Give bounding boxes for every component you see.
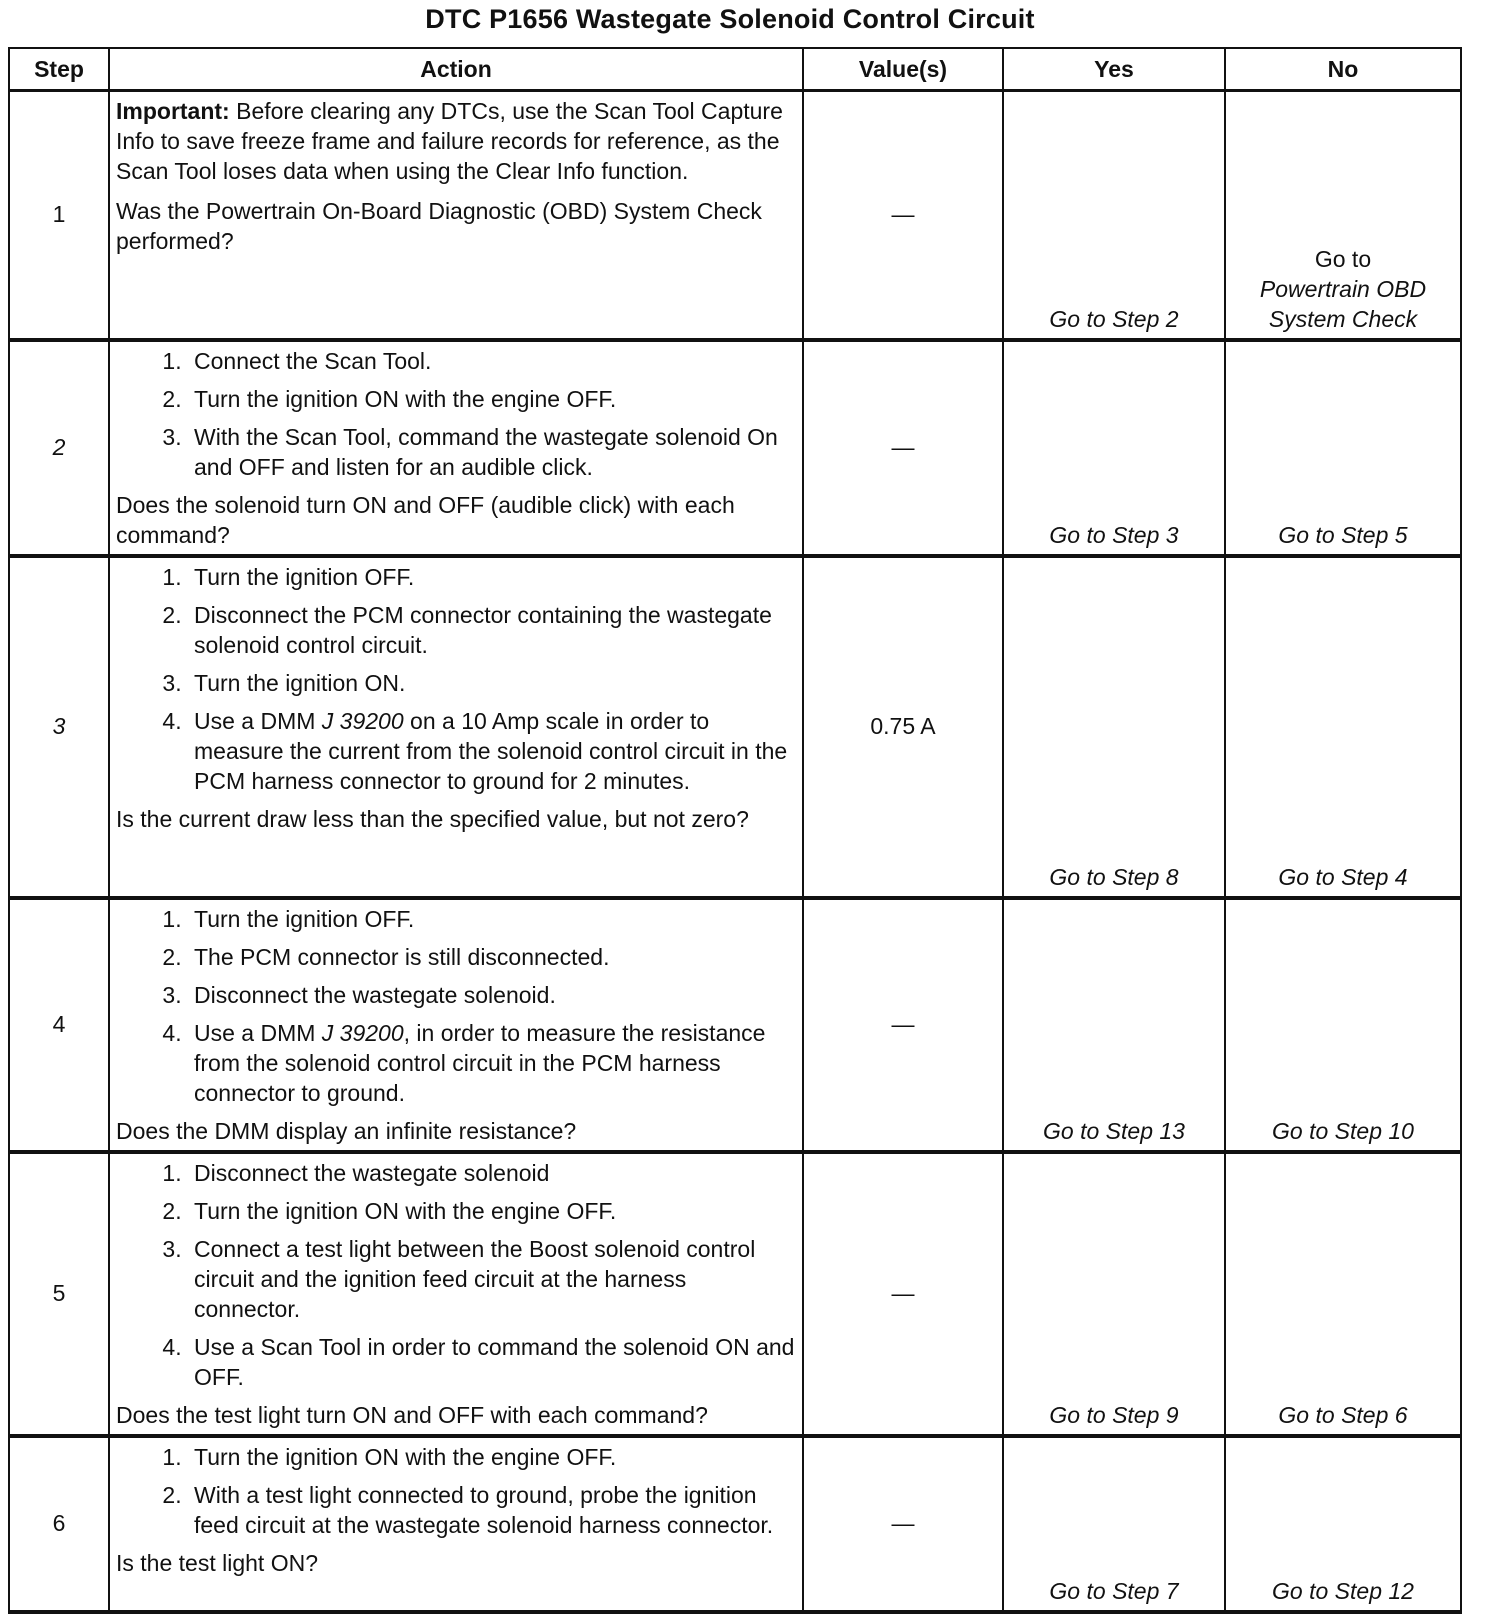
yes-cell <box>1003 340 1225 556</box>
yes-cell <box>1003 556 1225 898</box>
action-cell <box>109 556 803 898</box>
step-question: Is the test light ON? <box>116 1549 318 1576</box>
action-item: 3. Disconnect the wastegate solenoid. <box>188 980 796 1010</box>
value-cell: — <box>803 898 1003 1152</box>
step-number: 5 <box>9 1152 109 1436</box>
step-question: Does the test light turn ON and OFF with each command? <box>116 1401 708 1428</box>
action-item: 2. Turn the ignition ON with the engine OFF. <box>188 1196 796 1226</box>
value-cell: 0.75 A <box>803 556 1003 898</box>
no-goto: Go to Step 6 <box>1278 1401 1408 1428</box>
header-yes: Yes <box>1003 48 1225 91</box>
yes-goto: Go to Step 7 <box>1049 1577 1179 1604</box>
action-list <box>116 562 796 796</box>
no-goto: Go to Step 10 <box>1272 1117 1414 1144</box>
action-item: 1. Connect the Scan Tool. <box>188 346 796 376</box>
action-item: 3. With the Scan Tool, command the wastegate solenoid On and OFF and listen for an audible click. <box>188 422 796 482</box>
action-item: 4. Use a DMM J 39200 on a 10 Amp scale in order to measure the current from the solenoid control circuit in the PCM harness connector to ground for 2 minutes. <box>188 706 796 796</box>
step-question: Does the solenoid turn ON and OFF (audible click) with each command? <box>116 491 735 548</box>
action-list <box>116 904 796 1108</box>
table-header-row <box>9 48 1461 91</box>
no-goto-line1: Powertrain OBD <box>1259 275 1427 302</box>
no-cell <box>1225 91 1461 340</box>
value-cell: — <box>803 1152 1003 1436</box>
action-cell <box>109 1152 803 1436</box>
action-item: 4. Use a Scan Tool in order to command the solenoid ON and OFF. <box>188 1332 796 1392</box>
action-item: 2. With a test light connected to ground, probe the ignition feed circuit at the wastegate solenoid harness connector. <box>188 1480 796 1540</box>
header-values: Value(s) <box>803 48 1003 91</box>
yes-goto: Go to Step 3 <box>1049 521 1179 548</box>
step-question: Was the Powertrain On-Board Diagnostic (OBD) System Check performed? <box>116 198 762 254</box>
yes-goto: Go to Step 2 <box>1049 305 1179 332</box>
no-goto-prefix: Go to <box>1314 245 1372 272</box>
table-row-step-5 <box>9 1152 1461 1436</box>
step-number: 1 <box>9 91 109 340</box>
step-number: 2 <box>9 340 109 556</box>
page-title: DTC P1656 Wastegate Solenoid Control Circuit <box>425 4 1035 34</box>
action-list <box>116 1442 796 1540</box>
action-item: 3. Connect a test light between the Boost solenoid control circuit and the ignition feed circuit at the harness connector. <box>188 1234 796 1324</box>
yes-cell <box>1003 1152 1225 1436</box>
diagnostic-table <box>8 47 1462 1614</box>
important-text: Before clearing any DTCs, use the Scan Tool Capture Info to save freeze frame and failure records for reference, as the Scan Tool loses data when using the Clear Info function. <box>116 98 783 184</box>
table-row-step-4 <box>9 898 1461 1152</box>
action-item: 2. The PCM connector is still disconnected. <box>188 942 796 972</box>
action-item: 1. Turn the ignition OFF. <box>188 562 796 592</box>
yes-cell <box>1003 898 1225 1152</box>
no-goto-line2: System Check <box>1268 305 1418 332</box>
yes-cell <box>1003 91 1225 340</box>
no-goto: Go to Step 12 <box>1272 1577 1414 1604</box>
table-row-step-6 <box>9 1436 1461 1612</box>
yes-cell <box>1003 1436 1225 1612</box>
no-cell <box>1225 1436 1461 1612</box>
yes-goto: Go to Step 13 <box>1043 1117 1185 1144</box>
no-cell <box>1225 340 1461 556</box>
no-cell <box>1225 556 1461 898</box>
important-label: Important: <box>116 98 230 124</box>
value-cell: — <box>803 340 1003 556</box>
header-step: Step <box>9 48 109 91</box>
step-question: Does the DMM display an infinite resistance? <box>116 1117 577 1144</box>
action-list <box>116 346 796 482</box>
step-question: Is the current draw less than the specified value, but not zero? <box>116 805 749 832</box>
no-goto: Go to Step 4 <box>1278 863 1408 890</box>
action-item: 2. Turn the ignition ON with the engine OFF. <box>188 384 796 414</box>
action-cell <box>109 91 803 340</box>
action-item: 2. Disconnect the PCM connector containing the wastegate solenoid control circuit. <box>188 600 796 660</box>
no-cell <box>1225 1152 1461 1436</box>
no-cell <box>1225 898 1461 1152</box>
action-cell <box>109 340 803 556</box>
action-list <box>116 1158 796 1392</box>
yes-goto: Go to Step 8 <box>1049 863 1179 890</box>
no-goto: Go to Step 5 <box>1278 521 1408 548</box>
tool-reference: J 39200 <box>321 707 404 734</box>
step-number: 6 <box>9 1436 109 1612</box>
action-cell <box>109 898 803 1152</box>
step-number: 3 <box>9 556 109 898</box>
tool-reference: J 39200 <box>321 1019 404 1046</box>
action-item: 4. Use a DMM J 39200, in order to measure the resistance from the solenoid control circuit in the PCM harness connector to ground. <box>188 1018 796 1108</box>
action-item: 1. Disconnect the wastegate solenoid <box>188 1158 796 1188</box>
yes-goto: Go to Step 9 <box>1049 1401 1179 1428</box>
value-cell: — <box>803 1436 1003 1612</box>
value-cell: — <box>803 91 1003 340</box>
action-item: 1. Turn the ignition ON with the engine OFF. <box>188 1442 796 1472</box>
table-row-step-2 <box>9 340 1461 556</box>
important-note <box>116 96 796 186</box>
header-action: Action <box>109 48 803 91</box>
step-number: 4 <box>9 898 109 1152</box>
table-row-step-1 <box>9 91 1461 340</box>
action-item: 1. Turn the ignition OFF. <box>188 904 796 934</box>
action-item: 3. Turn the ignition ON. <box>188 668 796 698</box>
header-no: No <box>1225 48 1461 91</box>
action-cell <box>109 1436 803 1612</box>
table-row-step-3 <box>9 556 1461 898</box>
